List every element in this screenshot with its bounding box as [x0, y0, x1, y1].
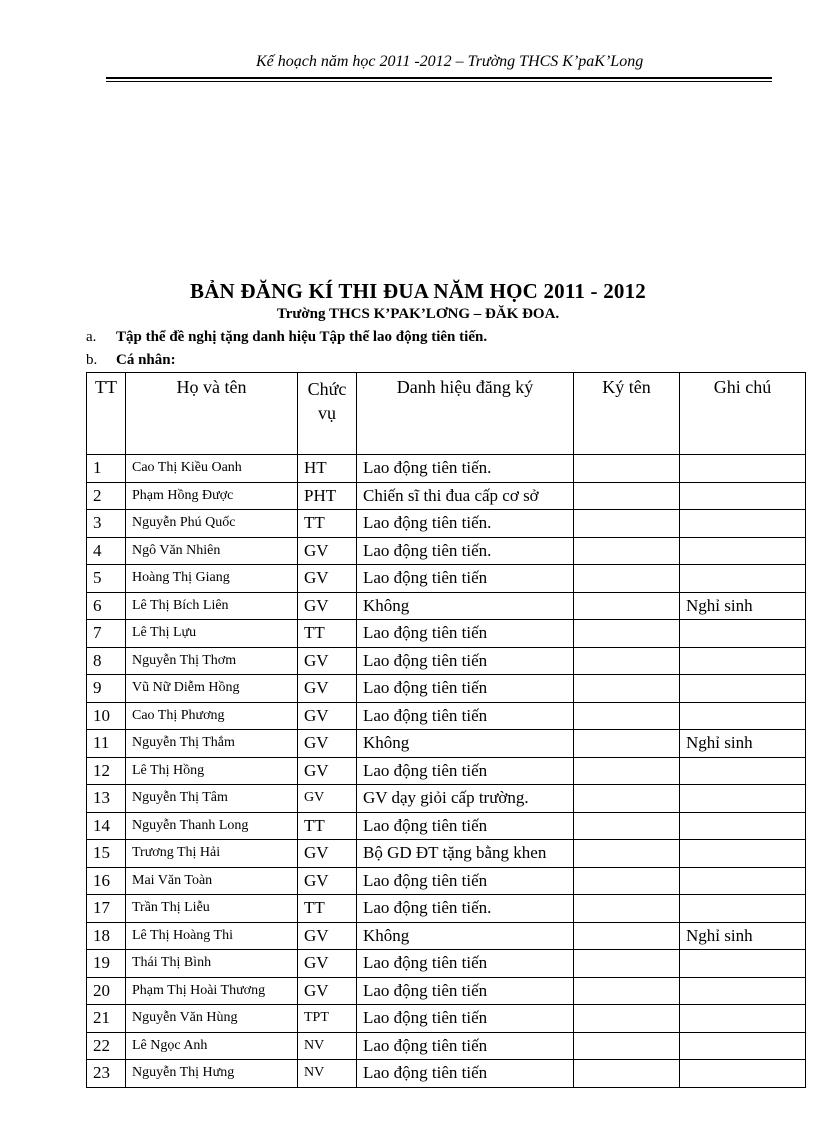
cell-name: Nguyễn Thị Tâm [126, 785, 298, 813]
cell-note [680, 812, 806, 840]
cell-tt: 9 [87, 675, 126, 703]
cell-name: Lê Thị Hoàng Thi [126, 922, 298, 950]
cell-title: Lao động tiên tiến [357, 647, 574, 675]
cell-note [680, 977, 806, 1005]
cell-name: Lê Thị Hồng [126, 757, 298, 785]
cell-signature [574, 785, 680, 813]
item-b-text: Cá nhân: [116, 352, 176, 368]
cell-position: PHT [298, 482, 357, 510]
cell-signature [574, 812, 680, 840]
cell-name: Lê Thị Bích Liên [126, 592, 298, 620]
cell-note [680, 482, 806, 510]
table-row [87, 455, 806, 483]
cell-name: Phạm Thị Hoài Thương [126, 977, 298, 1005]
table-row [87, 592, 806, 620]
cell-note [680, 950, 806, 978]
cell-tt: 5 [87, 565, 126, 593]
cell-tt: 8 [87, 647, 126, 675]
cell-position: TT [298, 812, 357, 840]
cell-title: Lao động tiên tiến [357, 675, 574, 703]
cell-note: Nghỉ sinh [680, 730, 806, 758]
cell-tt: 12 [87, 757, 126, 785]
cell-title: Không [357, 592, 574, 620]
cell-position: GV [298, 950, 357, 978]
cell-tt: 4 [87, 537, 126, 565]
table-row [87, 1005, 806, 1033]
cell-title: Chiến sĩ thi đua cấp cơ sở [357, 482, 574, 510]
cell-position: NV [298, 1032, 357, 1060]
cell-signature [574, 1032, 680, 1060]
cell-tt: 10 [87, 702, 126, 730]
cell-title: Bộ GD ĐT tặng bằng khen [357, 840, 574, 868]
cell-title: Không [357, 922, 574, 950]
cell-tt: 19 [87, 950, 126, 978]
cell-note [680, 675, 806, 703]
cell-name: Nguyễn Thị Thơm [126, 647, 298, 675]
table-header-row [87, 373, 806, 455]
cell-note [680, 565, 806, 593]
cell-name: Lê Thị Lựu [126, 620, 298, 648]
cell-tt: 3 [87, 510, 126, 538]
cell-name: Thái Thị Bình [126, 950, 298, 978]
cell-title: Lao động tiên tiến [357, 1060, 574, 1088]
cell-position: GV [298, 922, 357, 950]
cell-name: Nguyễn Phú Quốc [126, 510, 298, 538]
table-row [87, 1060, 806, 1088]
cell-note [680, 1032, 806, 1060]
cell-position: GV [298, 702, 357, 730]
header-note: Ghi chú [680, 373, 806, 455]
cell-note [680, 1005, 806, 1033]
cell-name: Nguyễn Thanh Long [126, 812, 298, 840]
cell-position: GV [298, 565, 357, 593]
cell-title: GV dạy giỏi cấp trường. [357, 785, 574, 813]
cell-signature [574, 702, 680, 730]
table-row [87, 1032, 806, 1060]
cell-title: Lao động tiên tiến [357, 757, 574, 785]
cell-signature [574, 895, 680, 923]
cell-position: GV [298, 675, 357, 703]
table-row [87, 565, 806, 593]
cell-note [680, 702, 806, 730]
cell-title: Lao động tiên tiến [357, 1032, 574, 1060]
cell-name: Trương Thị Hải [126, 840, 298, 868]
table-row [87, 895, 806, 923]
table-row [87, 537, 806, 565]
cell-name: Mai Văn Toàn [126, 867, 298, 895]
table-row [87, 785, 806, 813]
cell-name: Cao Thị Kiều Oanh [126, 455, 298, 483]
cell-signature [574, 1005, 680, 1033]
cell-position: TPT [298, 1005, 357, 1033]
cell-signature [574, 592, 680, 620]
cell-title: Lao động tiên tiến [357, 1005, 574, 1033]
cell-title: Lao động tiên tiến [357, 950, 574, 978]
item-a-marker: a. [86, 329, 97, 345]
cell-tt: 18 [87, 922, 126, 950]
cell-note [680, 840, 806, 868]
table-row [87, 977, 806, 1005]
cell-signature [574, 867, 680, 895]
item-a-text: Tập thể đề nghị tặng danh hiệu Tập thể lao động tiên tiến. [116, 329, 488, 345]
table-row [87, 647, 806, 675]
cell-name: Trần Thị Liễu [126, 895, 298, 923]
cell-signature [574, 620, 680, 648]
cell-position: GV [298, 977, 357, 1005]
cell-note [680, 647, 806, 675]
cell-note: Nghỉ sinh [680, 592, 806, 620]
registration-table [86, 372, 806, 1088]
header-rule-thick [106, 77, 772, 79]
cell-title: Lao động tiên tiến [357, 812, 574, 840]
cell-signature [574, 675, 680, 703]
cell-name: Nguyễn Thị Thắm [126, 730, 298, 758]
document-subtitle: Trường THCS K’PAK’LƠNG – ĐĂK ĐOA. [276, 306, 560, 322]
cell-tt: 7 [87, 620, 126, 648]
table-row [87, 482, 806, 510]
cell-title: Lao động tiên tiến. [357, 455, 574, 483]
cell-signature [574, 1060, 680, 1088]
cell-title: Lao động tiên tiến. [357, 510, 574, 538]
table-row [87, 620, 806, 648]
cell-position: GV [298, 537, 357, 565]
header-name: Họ và tên [126, 373, 298, 455]
header-rule-thin [106, 81, 772, 82]
document-title: BẢN ĐĂNG KÍ THI ĐUA NĂM HỌC 2011 - 2012 [189, 279, 647, 303]
cell-signature [574, 510, 680, 538]
cell-signature [574, 565, 680, 593]
cell-note [680, 620, 806, 648]
cell-note [680, 785, 806, 813]
cell-position: GV [298, 840, 357, 868]
cell-note [680, 757, 806, 785]
cell-name: Ngô Văn Nhiên [126, 537, 298, 565]
table-row [87, 730, 806, 758]
cell-tt: 23 [87, 1060, 126, 1088]
table-row [87, 757, 806, 785]
table-row [87, 675, 806, 703]
cell-tt: 1 [87, 455, 126, 483]
cell-title: Lao động tiên tiến. [357, 895, 574, 923]
cell-position: GV [298, 592, 357, 620]
cell-position: NV [298, 1060, 357, 1088]
header-position [298, 373, 357, 455]
cell-signature [574, 730, 680, 758]
cell-tt: 14 [87, 812, 126, 840]
cell-position: TT [298, 620, 357, 648]
cell-position: GV [298, 647, 357, 675]
table-row [87, 950, 806, 978]
cell-name: Phạm Hồng Được [126, 482, 298, 510]
cell-signature [574, 840, 680, 868]
cell-tt: 21 [87, 1005, 126, 1033]
cell-title: Lao động tiên tiến [357, 565, 574, 593]
header-tt: TT [87, 373, 126, 455]
header-signature: Ký tên [574, 373, 680, 455]
cell-name: Nguyễn Thị Hưng [126, 1060, 298, 1088]
cell-tt: 15 [87, 840, 126, 868]
cell-position: GV [298, 757, 357, 785]
cell-name: Nguyễn Văn Hùng [126, 1005, 298, 1033]
cell-signature [574, 647, 680, 675]
table-row [87, 840, 806, 868]
cell-title: Lao động tiên tiến [357, 702, 574, 730]
cell-title: Lao động tiên tiến [357, 867, 574, 895]
cell-tt: 16 [87, 867, 126, 895]
cell-name: Cao Thị Phương [126, 702, 298, 730]
table-row [87, 867, 806, 895]
cell-title: Không [357, 730, 574, 758]
cell-tt: 6 [87, 592, 126, 620]
header-position-label: Chức vụ [307, 379, 347, 423]
cell-note [680, 867, 806, 895]
cell-position: HT [298, 455, 357, 483]
cell-tt: 20 [87, 977, 126, 1005]
cell-note [680, 895, 806, 923]
running-header: Kế hoạch năm học 2011 -2012 – Trường THCS K’paK’Long [256, 53, 644, 70]
cell-note [680, 455, 806, 483]
cell-tt: 2 [87, 482, 126, 510]
table-row [87, 702, 806, 730]
cell-note [680, 510, 806, 538]
item-b-marker: b. [86, 352, 98, 368]
cell-position: GV [298, 867, 357, 895]
cell-signature [574, 455, 680, 483]
item-b [86, 352, 176, 369]
table-row [87, 812, 806, 840]
cell-note: Nghỉ sinh [680, 922, 806, 950]
cell-name: Vũ Nữ Diễm Hồng [126, 675, 298, 703]
cell-tt: 17 [87, 895, 126, 923]
cell-note [680, 537, 806, 565]
header-title: Danh hiệu đăng ký [357, 373, 574, 455]
cell-tt: 13 [87, 785, 126, 813]
cell-signature [574, 757, 680, 785]
cell-signature [574, 482, 680, 510]
cell-position: TT [298, 895, 357, 923]
item-a [86, 329, 487, 346]
cell-signature [574, 977, 680, 1005]
cell-title: Lao động tiên tiến [357, 620, 574, 648]
cell-position: TT [298, 510, 357, 538]
cell-note [680, 1060, 806, 1088]
cell-name: Lê Ngọc Anh [126, 1032, 298, 1060]
cell-tt: 11 [87, 730, 126, 758]
cell-tt: 22 [87, 1032, 126, 1060]
cell-title: Lao động tiên tiến [357, 977, 574, 1005]
cell-name: Hoàng Thị Giang [126, 565, 298, 593]
cell-title: Lao động tiên tiến. [357, 537, 574, 565]
table-row [87, 510, 806, 538]
cell-position: GV [298, 730, 357, 758]
table-row [87, 922, 806, 950]
cell-signature [574, 537, 680, 565]
cell-position: GV [298, 785, 357, 813]
cell-signature [574, 922, 680, 950]
cell-signature [574, 950, 680, 978]
